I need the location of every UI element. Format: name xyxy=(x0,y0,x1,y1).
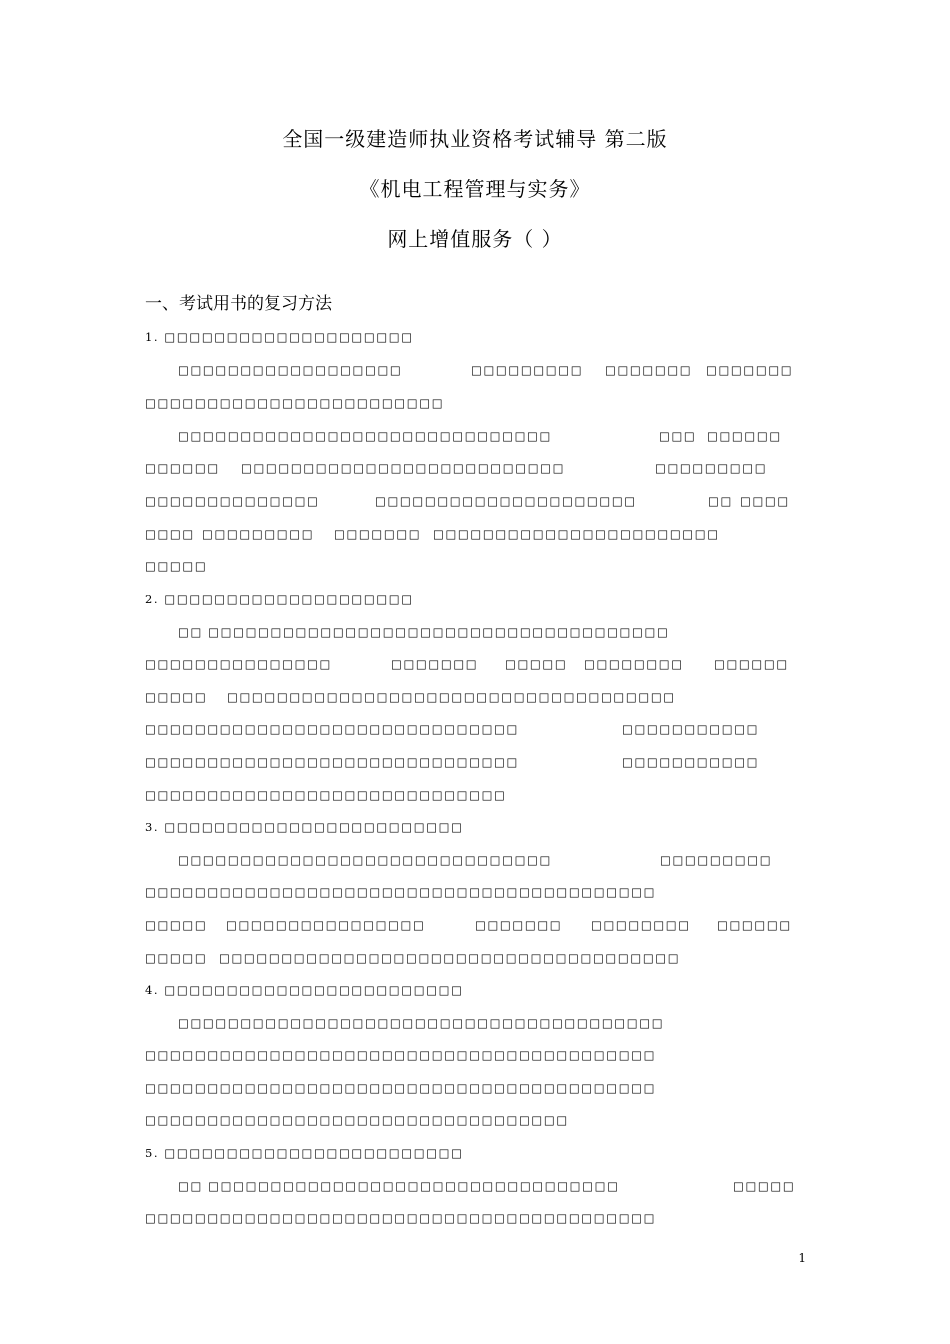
text-segment: 1. □□□□□□□□□□□□□□□□□□□□ xyxy=(145,330,414,344)
text-segment: □□□□□□□ xyxy=(334,527,422,541)
text-segment: □□□□□ xyxy=(145,951,208,965)
text-segment: □□ xyxy=(708,494,733,508)
text-segment: □□□□□□□□□□□□□□□□□□□□□□□□□□□□□□ xyxy=(178,429,552,443)
text-segment: □□□□□□□ xyxy=(391,657,479,671)
text-segment: □□□□□□□□□□□□□□□□□□□□□□□□□□□□□□□□□□□□□ xyxy=(219,951,681,965)
text-segment: □□□□□ xyxy=(733,1179,796,1193)
text-segment: □□□□□□□□□□□□□□□□□□□□□□□□□□□□□□□□□□□□□□□ xyxy=(178,1016,665,1030)
text-segment: □□□□□□□□□□□□□□□□□□□□□□□□□□□□□□ xyxy=(145,755,519,769)
text-segment: 2. □□□□□□□□□□□□□□□□□□□□ xyxy=(145,592,414,606)
text-segment: □□□□□□□□□□□□□□□□□□□□□ xyxy=(375,494,637,508)
text-segment: □□□□□□□□□□□□□□□□□□□□□□□□□□□□□□□□□□□□□□□□□ xyxy=(145,1081,657,1095)
text-segment: □□□□□□□□□□□□□□□□ xyxy=(226,918,426,932)
text-segment: □□□□□□□□□□□□□□□□□□□□□□□□□□□□□□□□□□ xyxy=(145,1113,569,1127)
text-segment: □□□□□□ xyxy=(717,918,792,932)
text-segment: □□□□□□□□□□□□□□□□□□□□□□□ xyxy=(433,527,720,541)
text-segment: □□□□□□□□□ xyxy=(202,527,315,541)
text-segment: □□□□□□□□□□□□□□□□□□ xyxy=(178,363,403,377)
text-segment: □□□ xyxy=(659,429,697,443)
section-heading: 一、考试用书的复习方法 xyxy=(145,294,332,314)
text-segment: 4. □□□□□□□□□□□□□□□□□□□□□□□□ xyxy=(145,983,464,997)
text-segment: □□□□ xyxy=(740,494,790,508)
text-segment: □□□□□□□□□ xyxy=(655,461,768,475)
text-segment: □□ □□□□□□□□□□□□□□□□□□□□□□□□□□□□□□□□□ xyxy=(178,1179,620,1193)
text-segment: □□□□□□□ xyxy=(706,363,794,377)
text-segment: □□□□□□□□ xyxy=(591,918,691,932)
text-segment: □□□□□□□□□□□□□□□□□□□□□□□□□□□□□□□□□□□□ xyxy=(227,690,676,704)
title-line-2: 《机电工程管理与实务》 xyxy=(359,177,591,201)
text-segment: 3. □□□□□□□□□□□□□□□□□□□□□□□□ xyxy=(145,820,464,834)
text-segment: □□□□□□□ xyxy=(475,918,563,932)
text-segment: □□□□□□□ xyxy=(605,363,693,377)
text-segment: □□□□□□ xyxy=(707,429,782,443)
text-segment: □□□□□□□□□□□□□□□□□□□□□□□□□□□□□□□□□□□□□□□□□ xyxy=(145,885,657,899)
text-segment: □□□□□□□□□□□□□□□□□□□□□□□□□□□□□□ xyxy=(145,722,519,736)
text-segment: □□□□□□□□□□□□□□□□□□□□□□□□□□□□□ xyxy=(145,788,507,802)
title-line-1: 全国一级建造师执业资格考试辅导 第二版 xyxy=(282,127,668,151)
text-segment: □□□□□□□□□□□□□□□□□□□□□□□□□□ xyxy=(241,461,566,475)
text-segment: □□□□□□□□□ xyxy=(660,853,773,867)
text-segment: □□□□□ xyxy=(145,559,208,573)
text-segment: 5. □□□□□□□□□□□□□□□□□□□□□□□□ xyxy=(145,1146,464,1160)
text-segment: □□□□□ xyxy=(505,657,568,671)
text-segment: □□□□□□□□□□□ xyxy=(622,755,760,769)
text-segment: □□□□□ xyxy=(145,918,208,932)
text-segment: □□ □□□□□□□□□□□□□□□□□□□□□□□□□□□□□□□□□□□□□ xyxy=(178,625,670,639)
text-segment: □□□□□□□□□□□□□□□□□□□□□□□□□□□□□□□□□□□□□□□□□ xyxy=(145,1048,657,1062)
text-segment: □□□□□□□□□□□□□□□ xyxy=(145,657,332,671)
text-segment: □□□□□□□□□□□ xyxy=(622,722,760,736)
text-segment: □□□□□□□□ xyxy=(584,657,684,671)
text-segment: □□□□□□ xyxy=(714,657,789,671)
title-line-3: 网上增值服务（ ） xyxy=(387,227,563,251)
text-segment: □□□□□□□□□□□□□□□□□□□□□□□□□□□□□□ xyxy=(178,853,552,867)
text-segment: □□□□□□□□□□□□□□□□□□□□□□□□ xyxy=(145,396,445,410)
text-segment: □□□□ xyxy=(145,527,195,541)
page-number: 1 xyxy=(798,1251,806,1265)
text-segment: □□□□□ xyxy=(145,690,208,704)
text-segment: □□□□□□□□□□□□□□ xyxy=(145,494,320,508)
text-segment: □□□□□□□□□ xyxy=(471,363,584,377)
text-segment: □□□□□□□□□□□□□□□□□□□□□□□□□□□□□□□□□□□□□□□□□ xyxy=(145,1211,657,1225)
text-segment: □□□□□□ xyxy=(145,461,220,475)
